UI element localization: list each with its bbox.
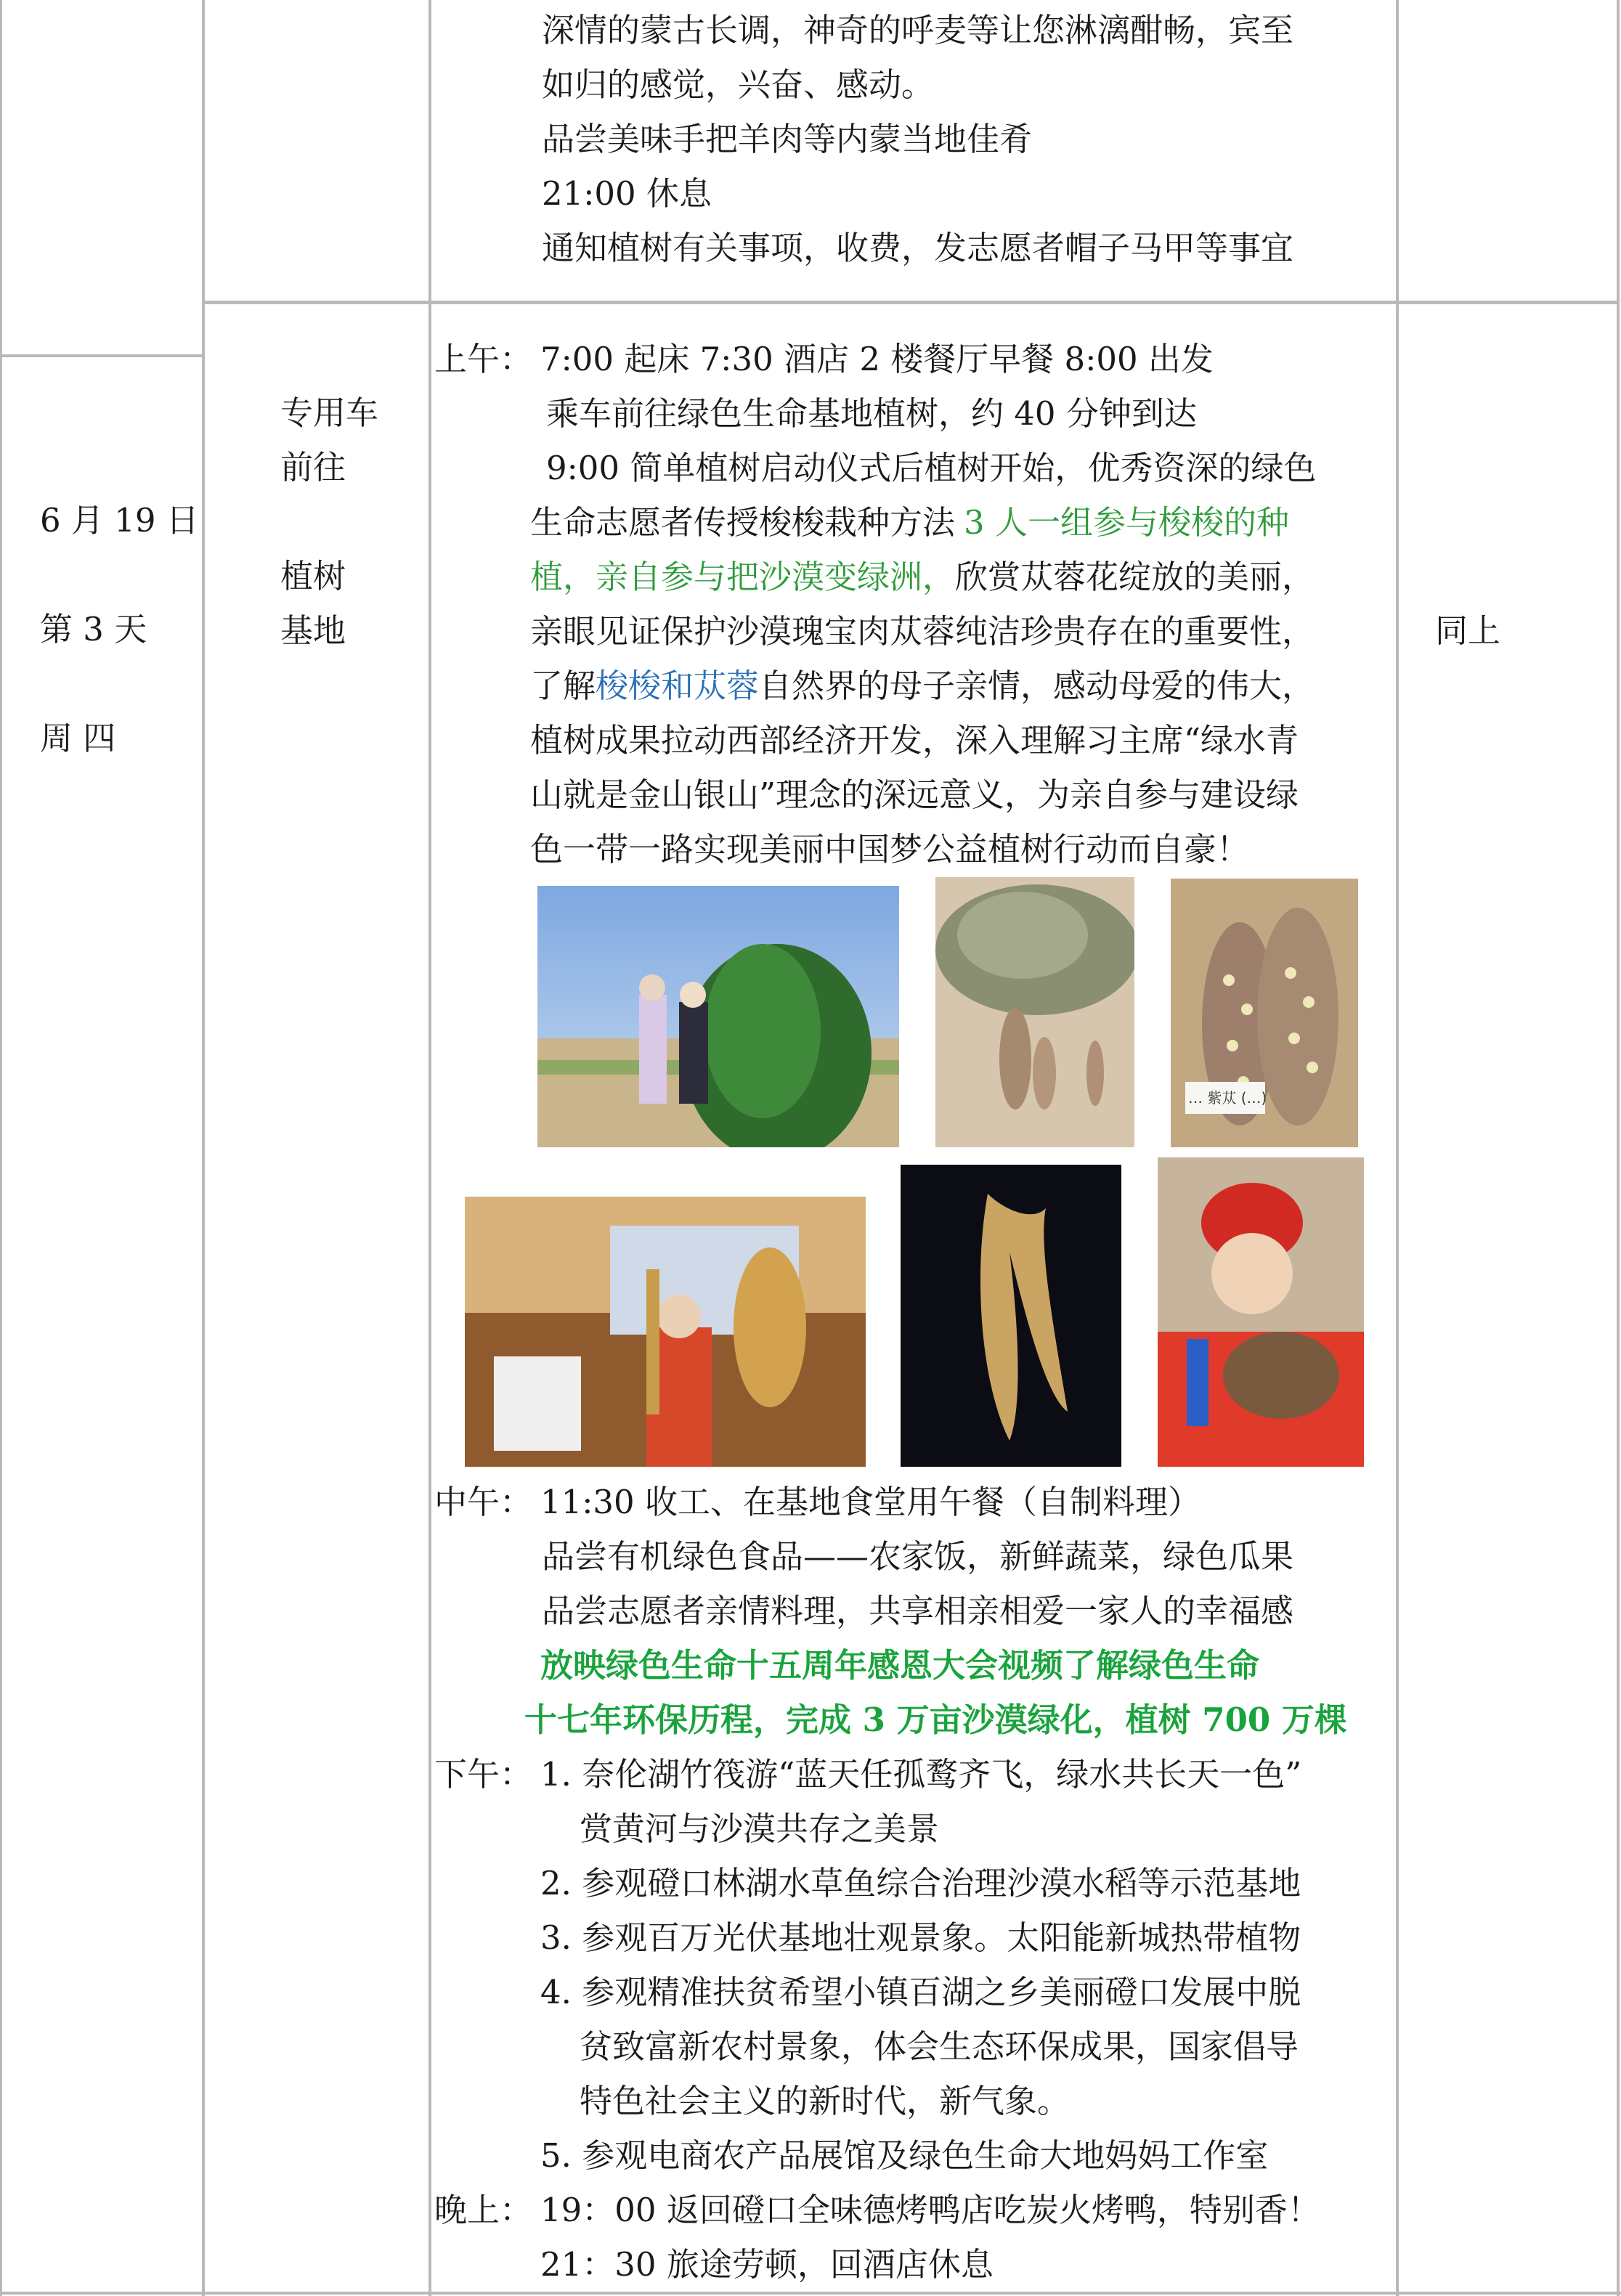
top-line-2: 如归的感觉，兴奋、感动。 [542,65,935,104]
afternoon-item-4: 4. 参观精准扶贫希望小镇百湖之乡美丽磴口发展中脱 [540,1973,1301,2011]
afternoon-item-4-cont-1: 贫致富新农村景象，体会生态环保成果，国家倡导 [580,2027,1299,2066]
stay-same-as-above: 同上 [1435,611,1501,650]
noon-highlight-anniversary-video: 放映绿色生命十五周年感恩大会视频了解绿色生命 [540,1646,1260,1685]
afternoon-item-2: 2. 参观磴口林湖水草鱼综合治理沙漠水稻等示范基地 [540,1864,1301,1902]
col-divider-3 [1396,0,1399,2296]
day-date: 6 月 19 日 [40,501,199,540]
morning-line-3: 9:00 简单植树启动仪式后植树开始，优秀资深的绿色 [546,449,1317,487]
morning-line-5-plain: 欣赏苁蓉花绽放的美丽， [955,558,1315,596]
col-divider-2 [428,0,431,2296]
noon-highlight-greening-stats: 十七年环保历程，完成 3 万亩沙漠绿化，植树 700 万棵 [524,1701,1347,1739]
noon-line-2: 品尝有机绿色食品——农家饭，新鲜蔬菜，绿色瓜果 [542,1537,1294,1576]
morning-line-7-plain-b: 自然界的母子亲情，感动母爱的伟大， [759,667,1315,705]
table-border-right [1617,0,1620,2296]
morning-line-10: 色一带一路实现美丽中国梦公益植树行动而自豪！ [530,830,1250,868]
morning-line-7 [530,659,1315,713]
afternoon-item-5: 5. 参观电商农产品展馆及绿色生命大地妈妈工作室 [540,2136,1269,2175]
row-divider-main [205,301,1617,304]
photo-cistanche-flowers-label [1171,879,1358,1147]
morning-line-6: 亲眼见证保护沙漠瑰宝肉苁蓉纯洁珍贵存在的重要性， [530,612,1315,651]
evening-line-2: 21：30 旅途劳顿，回酒店休息 [540,2245,994,2284]
transport-line-2: 前往 [280,448,346,487]
noon-line-3: 品尝志愿者亲情料理，共享相亲相爱一家人的幸福感 [542,1592,1294,1630]
afternoon-item-1: 1. 奈伦湖竹筏游“蓝天任孤鹜齐飞，绿水共长天一色” [540,1755,1302,1794]
day-weekday: 周 四 [40,719,116,757]
row-divider-col1 [0,354,202,357]
top-line-3: 品尝美味手把羊肉等内蒙当地佳肴 [542,120,1033,158]
transport-line-1: 专用车 [280,394,379,432]
transport-line-4: 基地 [280,611,346,650]
photo-woman-holding-cistanche [465,1197,866,1467]
afternoon-item-1-cont: 赏黄河与沙漠共存之美景 [580,1809,940,1848]
morning-line-8: 植树成果拉动西部经济开发，深入理解习主席“绿水青 [530,721,1299,760]
morning-highlight-group-planting: 3 人一组参与梭梭的种 [964,503,1289,542]
morning-line-7-plain-a: 了解 [530,667,596,705]
table-border-bottom [0,2292,1621,2295]
morning-line-5 [530,550,1315,604]
morning-highlight-desert-oasis: 植，亲自参与把沙漠变绿洲， [530,558,956,596]
table-border-left [0,0,2,2296]
morning-highlight-haloxylon-cistanche: 梭梭和苁蓉 [596,667,760,705]
evening-line-1: 19：00 返回磴口全味德烤鸭店吃炭火烤鸭，特别香！ [540,2191,1320,2229]
photo-woman-mongolian-costume [1158,1157,1364,1467]
afternoon-label: 下午： [434,1755,533,1794]
top-line-5: 通知植树有关事项，收费，发志愿者帽子马甲等事宜 [542,229,1294,267]
morning-line-9: 山就是金山银山”理念的深远意义，为亲自参与建设绿 [530,775,1299,814]
morning-line-4-plain: 生命志愿者传授梭梭栽种方法 [530,503,956,542]
noon-label: 中午： [434,1483,533,1521]
evening-label: 晚上： [434,2191,533,2229]
noon-line-1: 11:30 收工、在基地食堂用午餐（自制料理） [540,1483,1200,1521]
morning-line-2: 乘车前往绿色生命基地植树，约 40 分钟到达 [546,394,1197,433]
afternoon-item-4-cont-2: 特色社会主义的新时代，新气象。 [580,2082,1070,2120]
col-divider-1 [202,0,205,2296]
top-line-4: 21:00 休息 [542,174,712,213]
transport-line-3: 植树 [280,557,346,595]
top-line-1: 深情的蒙古长调，神奇的呼麦等让您淋漓酣畅，宾至 [542,11,1294,49]
morning-line-1: 7:00 起床 7:30 酒店 2 楼餐厅早餐 8:00 出发 [540,340,1214,378]
photo-volunteers-with-tree [537,886,899,1147]
afternoon-item-3: 3. 参观百万光伏基地壮观景象。太阳能新城热带植物 [540,1918,1301,1957]
photo-label-card: … 紫苁 (…) [1188,1089,1267,1107]
day-number: 第 3 天 [40,610,147,648]
photo-cistanche-under-shrub [935,877,1134,1147]
photo-cistanche-specimen [901,1165,1121,1467]
morning-line-4 [530,496,1289,550]
morning-label: 上午： [434,340,533,378]
